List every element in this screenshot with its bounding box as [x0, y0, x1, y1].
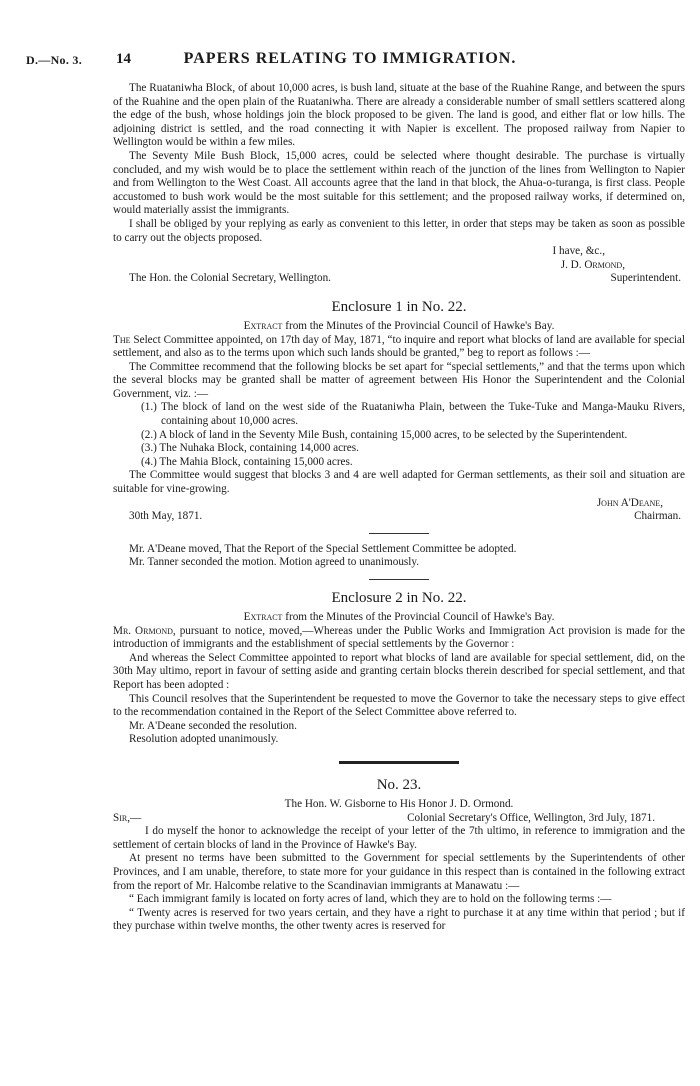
lead-word: The: [113, 333, 131, 346]
enclosure-1-para-1: [113, 334, 685, 361]
document-reference: D.—No. 3.: [26, 53, 83, 67]
chairman-title: Chairman.: [634, 510, 681, 523]
place-date: Colonial Secretary's Office, Wellington, 3rd July, 1871.: [407, 811, 655, 824]
enclosure-2-para-1: [113, 625, 685, 652]
no-23: [113, 776, 685, 934]
lead-word: Mr. Ormond,: [113, 624, 176, 637]
enclosure-1-extract-line: [113, 320, 685, 334]
signer-title: Superintendent.: [610, 272, 681, 285]
motion-seconded: Mr. Tanner seconded the motion. Motion agreed to unanimously.: [129, 556, 420, 569]
block-item-3: (3.) The Nuhaka Block, containing 14,000 acres.: [141, 442, 359, 455]
enclosure-2-para-1-text: pursuant to notice, moved,—Whereas under the Public Works and Immigration Act provision is made for the introduction of immigrants and the establishment of special settlements by the Governor :: [113, 624, 685, 651]
block-item-1: (1.) The block of land on the west side of the Ruataniwha Plain, between the Tuke-Tuke and Manga-Mauku Rivers, containing about 10,000 acres.: [141, 401, 685, 428]
no-23-para-2: At present no terms have been submitted to the Government for special settlements by the Superintendents of other Provinces, and I am unable, therefore, to state more for your guidance in this respect than is contained in the following extract from the report of Mr. Halcombe relative to the Scandinavian immigrants at Manawatu :—: [113, 852, 685, 892]
paragraph-seventy-mile-bush: The Seventy Mile Bush Block, 15,000 acres, could be selected where thought desirable. The purchase is virtually concluded, and my wish would be to place the settlement within reach of the junction of the lines from Wellington to Napier and from Wellington to the West Coast. All accounts agree that the land in that block, the Ahua-o-turanga, is first class. People accustomed to bush work would be the most suitable for this settlement; and the proposed railway works, if determined on, would materially assist the immigrants.: [113, 149, 685, 217]
date-line: [113, 510, 685, 524]
extract-label: Extract: [243, 319, 283, 332]
paragraph-ruataniwha: The Ruataniwha Block, of about 10,000 acres, is bush land, situate at the base of the Ruahine Range, and between the spurs of the Ruahine and the open plain of the Ruataniwha. There are already a considerable number of small settlers scattered along the edge of the bush, whose holdings join the block proposed to be given. The land is good, and either flat or low hills. The adjoining district is settled, and the road connecting it with Napier is excellent. The proposed railway from Napier to Wellington would be within a few miles.: [113, 82, 685, 149]
addressee-line: [113, 272, 685, 286]
block-item-2: (2.) A block of land in the Seventy Mile Bush, containing 15,000 acres, to be selected by the Superintendent.: [141, 428, 628, 441]
report-date: 30th May, 1871.: [129, 510, 203, 523]
enclosure-1-para-3: The Committee would suggest that blocks 3 and 4 are well adapted for German settlements, as their soil and situation are suitable for vine-growing.: [113, 469, 685, 496]
enclosure-1-para-1-text: Select Committee appointed, on 17th day of May, 1871, “to inquire and report what blocks of land are available for special settlement, and also as to the terms upon which such lands should be granted,” beg to report as follows :—: [113, 333, 686, 360]
enclosure-2-para-4: Mr. A'Deane seconded the resolution.: [129, 719, 297, 732]
enclosure-2: [113, 589, 685, 747]
chairman-name: John A'Deane,: [596, 496, 663, 509]
salutation: Sir,—: [113, 811, 142, 824]
divider: [369, 533, 429, 534]
extract-source: from the Minutes of the Provincial Council of Hawke's Bay.: [285, 319, 555, 332]
signer-name: J. D. Ormond,: [560, 258, 625, 271]
enclosure-2-para-2: And whereas the Select Committee appointed to report what blocks of land are available for special settlement, did, on the 30th May ultimo, report in favour of setting aside and granting certain blocks therein described for special settlement, and that Report has been adopted :: [113, 651, 685, 691]
paragraph-reply-request: I shall be obliged by your replying as early as convenient to this letter, in order that steps may be taken as soon as possible to carry out the objects proposed.: [113, 217, 685, 244]
no-23-heading: No. 23.: [376, 776, 422, 793]
salutation-line: [113, 812, 685, 826]
page-header: [0, 50, 700, 73]
addressee: The Hon. the Colonial Secretary, Wellington.: [129, 272, 331, 285]
enclosure-2-extract-line: [113, 611, 685, 625]
extract-label: Extract: [243, 611, 283, 623]
document-body: [113, 82, 685, 934]
section-divider: [339, 761, 459, 764]
block-item-4: (4.) The Mahia Block, containing 15,000 acres.: [141, 455, 353, 468]
motion-moved: Mr. A'Deane moved, That the Report of the Special Settlement Committee be adopted.: [129, 542, 517, 555]
enclosure-2-heading: Enclosure 2 in No. 22.: [331, 590, 467, 606]
extract-source: from the Minutes of the Provincial Council of Hawke's Bay.: [285, 611, 555, 623]
no-23-para-4: “ Twenty acres is reserved for two years certain, and they have a right to purchase it at any time within that period ; but if they purchase within twelve months, the other twenty acres is reserved for: [113, 906, 685, 933]
running-title: PAPERS RELATING TO IMMIGRATION.: [183, 50, 517, 67]
enclosure-1-heading: Enclosure 1 in No. 22.: [331, 298, 467, 315]
enclosure-2-para-5: Resolution adopted unanimously.: [129, 733, 279, 746]
no-23-para-3: “ Each immigrant family is located on forty acres of land, which they are to hold on the following terms :—: [129, 893, 612, 906]
closing: I have, &c.,: [552, 245, 605, 258]
letter-continuation: [113, 82, 685, 286]
page-number: 14: [116, 51, 131, 67]
enclosure-1: [113, 298, 685, 570]
no-23-para-1: I do myself the honor to acknowledge the receipt of your letter of the 7th ultimo, in reference to immigration and the settlement of certain blocks of land in the Province of Hawke's Bay.: [113, 825, 685, 851]
divider: [369, 579, 429, 580]
no-23-from-to: The Hon. W. Gisborne to His Honor J. D. Ormond.: [284, 797, 514, 810]
enclosure-1-para-2: The Committee recommend that the following blocks be set apart for “special settlements,” and that the terms upon which the several blocks may be granted shall be matter of agreement between His Honor the Superintendent and the Colonial Government, viz. :—: [113, 360, 685, 400]
enclosure-2-para-3: This Council resolves that the Superintendent be requested to move the Governor to take the necessary steps to give effect to the recommendation contained in the Report of the Select Committee above referred to.: [113, 692, 685, 719]
